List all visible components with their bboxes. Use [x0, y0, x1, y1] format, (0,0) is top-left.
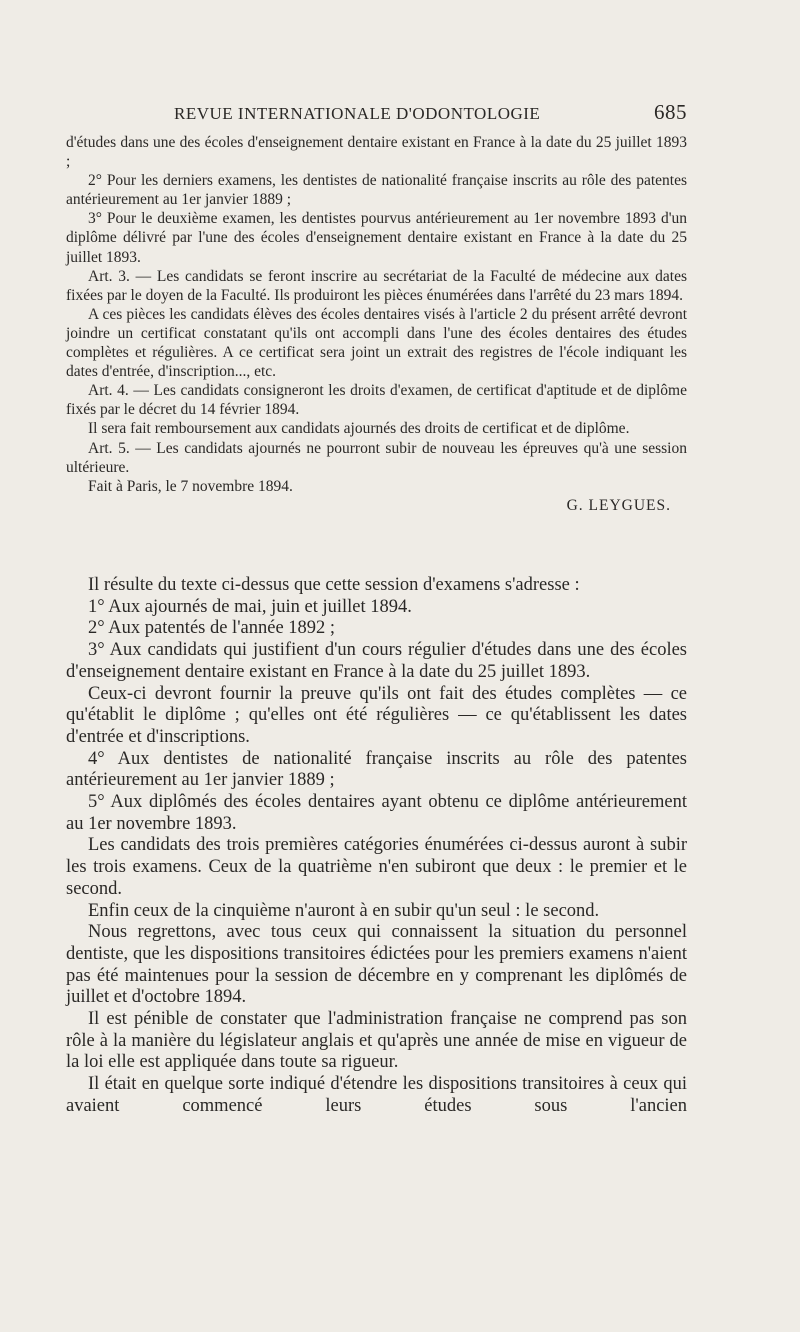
list-item: 2° Aux patentés de l'année 1892 ;	[88, 618, 336, 639]
commentary-paragraph: Nous regrettons, avec tous ceux qui connaissent la situation du personnel dentiste, que les dispositions transitoires édictées pour les premiers examens n'aient pas été maintenues pour la session de décembre en y comprenant les diplômés de juillet et d'octobre 1894.	[66, 922, 687, 1008]
list-item: 1° Aux ajournés de mai, juin et juillet 1894.	[88, 596, 412, 617]
list-item: 3° Aux candidats qui justifient d'un cours régulier d'études dans une des écoles d'enseignement dentaire existant en France à la date du 25 juillet 1893.	[66, 640, 687, 682]
decree-paragraph: Il sera fait remboursement aux candidats ajournés des droits de certificat et de diplôme.	[88, 420, 630, 438]
page-number: 685	[654, 100, 687, 124]
commentary-paragraph: Les candidats des trois premières catégories énumérées ci-dessus auront à subir les trois examens. Ceux de la quatrième n'en subiront que deux : le premier et le second.	[66, 835, 687, 899]
journal-title: REVUE INTERNATIONALE D'ODONTOLOGIE	[174, 104, 541, 123]
list-item: 4° Aux dentistes de nationalité française inscrits au rôle des patentes antérieurement au 1er janvier 1889 ;	[66, 748, 687, 791]
decree-date: Fait à Paris, le 7 novembre 1894.	[88, 477, 293, 495]
commentary-text	[66, 575, 687, 1118]
decree-text	[66, 133, 687, 515]
signature: G. LEYGUES.	[566, 496, 671, 514]
list-item: 5° Aux diplômés des écoles dentaires ayant obtenu ce diplôme antérieurement au 1er novembre 1893.	[66, 792, 687, 834]
decree-article-4: Art. 4. — Les candidats consigneront les droits d'examen, de certificat d'aptitude et de diplôme fixés par le décret du 14 février 1894.	[66, 382, 687, 419]
decree-article-5: Art. 5. — Les candidats ajournés ne pourront subir de nouveau les épreuves qu'à une session ultérieure.	[66, 439, 687, 476]
decree-paragraph: 2° Pour les derniers examens, les dentistes de nationalité française inscrits au rôle des patentes antérieurement au 1er janvier 1889 ;	[66, 172, 687, 209]
running-header	[66, 98, 687, 128]
commentary-paragraph: Il résulte du texte ci-dessus que cette session d'examens s'adresse :	[88, 575, 580, 595]
commentary-paragraph: Ceux-ci devront fournir la preuve qu'ils ont fait des études complètes — ce qu'établit le diplôme ; qu'elles ont été régulières — ce qu'établissent les dates d'entrée et d'inscriptions.	[66, 683, 687, 747]
decree-paragraph: A ces pièces les candidats élèves des écoles dentaires visés à l'article 2 du présent arrêté devront joindre un certificat constatant qu'ils ont accompli dans l'une des écoles dentaires des études complètes et régulières. A ce certificat sera joint un extrait des registres de l'école indiquant les dates d'entrée, d'inscription..., etc.	[66, 305, 687, 381]
decree-article-3: Art. 3. — Les candidats se feront inscrire au secrétariat de la Faculté de médecine aux dates fixées par le doyen de la Faculté. Ils produiront les pièces énumérées dans l'arrêté du 23 mars 1894.	[66, 267, 687, 304]
decree-paragraph: d'études dans une des écoles d'enseignement dentaire existant en France à la date du 25 juillet 1893 ;	[66, 134, 687, 171]
commentary-paragraph: Il était en quelque sorte indiqué d'étendre les dispositions transitoires à ceux qui avaient commencé leurs études sous l'ancien	[66, 1074, 687, 1116]
commentary-paragraph: Il est pénible de constater que l'administration française ne comprend pas son rôle à la manière du législateur anglais et qu'après une année de mise en vigueur de la loi elle est appliquée dans toute sa rigueur.	[66, 1009, 687, 1073]
decree-paragraph: 3° Pour le deuxième examen, les dentistes pourvus antérieurement au 1er novembre 1893 d'un diplôme délivré par l'une des écoles d'enseignement dentaire existant en France à la date du 25 juillet 1893.	[66, 210, 687, 266]
commentary-paragraph: Enfin ceux de la cinquième n'auront à en subir qu'un seul : le second.	[88, 900, 600, 921]
